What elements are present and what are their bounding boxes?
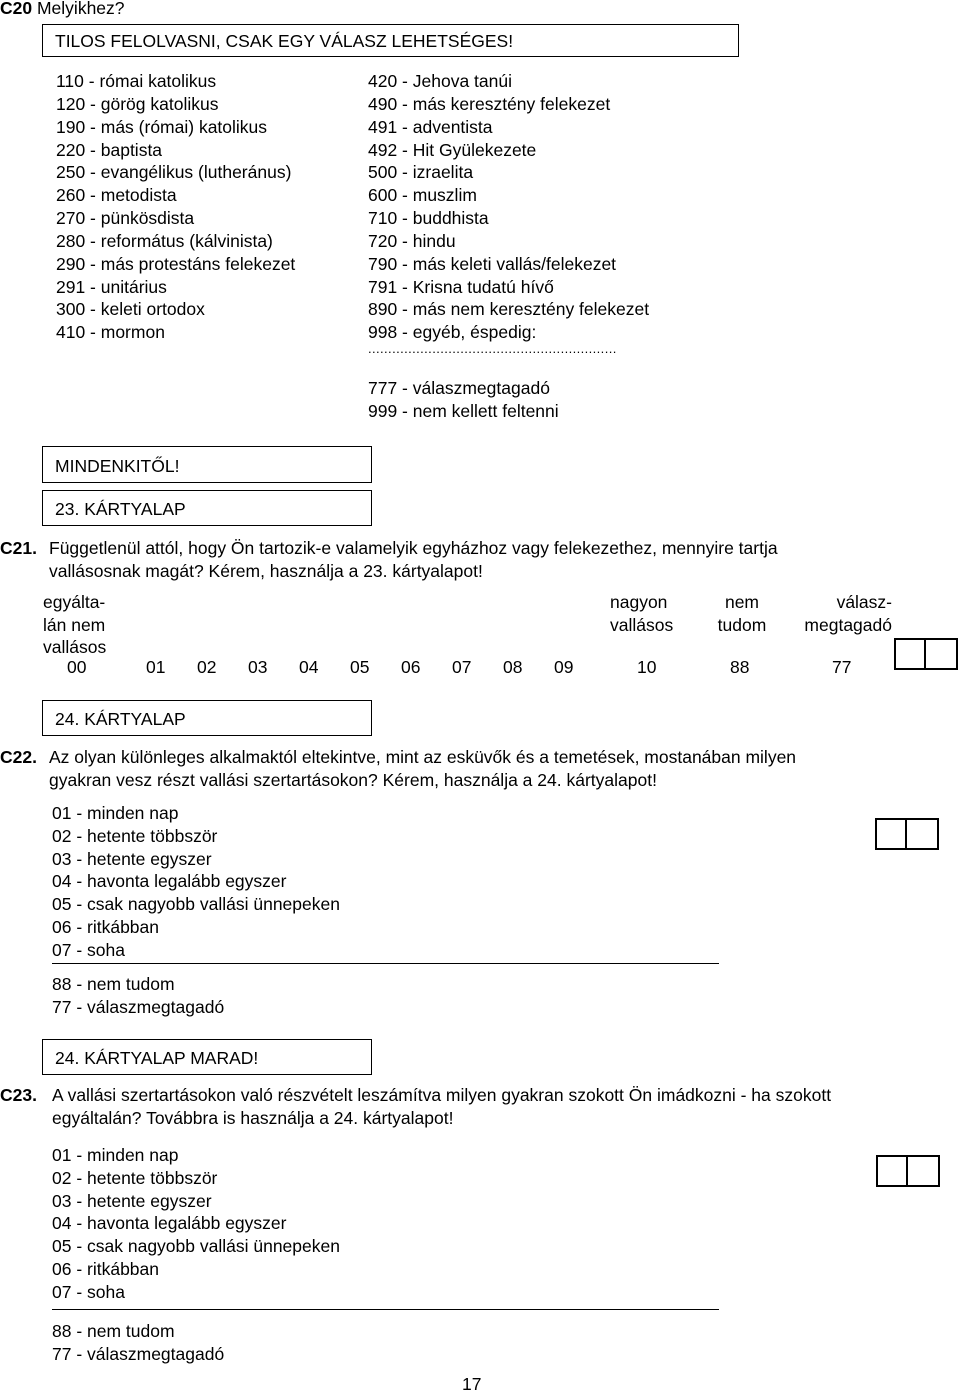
list-item: 04 - havonta legalább egyszer	[52, 871, 287, 892]
list-item: 01 - minden nap	[52, 803, 179, 823]
c20-heading	[0, 0, 125, 18]
mindenkitol-label: MINDENKITŐL!	[55, 456, 180, 476]
c20-left-options	[56, 70, 295, 344]
list-item: 06 - ritkábban	[52, 916, 160, 937]
list-item: 777 - válaszmegtagadó	[368, 378, 550, 398]
c22-number: C22.	[0, 747, 37, 767]
scale-code: 05	[350, 657, 370, 677]
answer-digit-box[interactable]	[875, 818, 907, 850]
list-item: 790 - más keleti vallás/felekezet	[368, 253, 617, 274]
list-item: 120 - görög katolikus	[56, 93, 219, 114]
c22-question-line2: gyakran vesz részt vallási szertartásokon? Kérem, használja a 24. kártyalapot!	[49, 770, 657, 790]
list-item: 500 - izraelita	[368, 162, 474, 183]
list-item: 270 - pünkösdista	[56, 208, 195, 229]
scale-label-very-religious: nagyon vallásos	[610, 592, 674, 635]
list-item: 250 - evangélikus (lutheránus)	[56, 162, 292, 183]
scale-code: 09	[554, 657, 574, 677]
list-item: 05 - csak nagyobb vallási ünnepeken	[52, 894, 340, 915]
list-item: 410 - mormon	[56, 322, 165, 343]
c23-card-label: 24. KÁRTYALAP MARAD!	[55, 1048, 259, 1068]
c21-card-label: 23. KÁRTYALAP	[55, 499, 186, 519]
list-item: 491 - adventista	[368, 116, 493, 137]
c23-answer-boxes[interactable]	[876, 1155, 940, 1187]
divider	[52, 1309, 719, 1310]
list-item: 280 - református (kálvinista)	[56, 230, 273, 251]
list-item: 890 - más nem keresztény felekezet	[368, 299, 650, 320]
list-item: 600 - muszlim	[368, 185, 477, 206]
list-item: 998 - egyéb, éspedig:	[368, 322, 537, 343]
scale-code: 04	[299, 657, 319, 677]
c20-right-options	[368, 70, 649, 344]
list-item: 77 - válaszmegtagadó	[52, 1343, 225, 1364]
c23-options	[52, 1144, 340, 1304]
list-item: 190 - más (római) katolikus	[56, 116, 268, 137]
scale-code: 01	[146, 657, 166, 677]
list-item: 290 - más protestáns felekezet	[56, 253, 296, 274]
c23-extra-options	[52, 1320, 224, 1366]
list-item: 490 - más keresztény felekezet	[368, 93, 611, 114]
c22-options	[52, 802, 340, 962]
c23-question-line2: egyáltalán? Továbbra is használja a 24. kártyalapot!	[52, 1108, 454, 1128]
page-number: 17	[462, 1374, 482, 1394]
list-item: 01 - minden nap	[52, 1145, 179, 1165]
c22-question-line1: Az olyan különleges alkalmaktól eltekintve, mint az esküvők és a temetések, mostanában milyen	[49, 747, 797, 767]
list-item: 88 - nem tudom	[52, 974, 175, 994]
list-item: 03 - hetente egyszer	[52, 848, 212, 869]
list-item: 02 - hetente többször	[52, 1167, 218, 1188]
list-item: 04 - havonta legalább egyszer	[52, 1213, 287, 1234]
scale-code: 06	[401, 657, 421, 677]
list-item: 420 - Jehova tanúi	[368, 71, 512, 91]
list-item: 300 - keleti ortodox	[56, 299, 205, 320]
c23-number: C23.	[0, 1085, 37, 1105]
scale-code: 07	[452, 657, 472, 677]
list-item: 03 - hetente egyszer	[52, 1190, 212, 1211]
answer-digit-box[interactable]	[907, 818, 939, 850]
c21-answer-boxes[interactable]	[894, 638, 958, 670]
list-item: 110 - római katolikus	[56, 71, 217, 91]
list-item: 07 - soha	[52, 939, 125, 960]
scale-code: 02	[197, 657, 217, 677]
c23-card-box	[42, 1039, 372, 1075]
scale-code: 00	[67, 657, 87, 677]
list-item: 492 - Hit Gyülekezete	[368, 139, 537, 160]
c20-instruction: TILOS FELOLVASNI, CSAK EGY VÁLASZ LEHETSÉGES!	[55, 31, 514, 51]
list-item: 220 - baptista	[56, 139, 163, 160]
c21-question-line2: vallásosnak magát? Kérem, használja a 23. kártyalapot!	[49, 561, 483, 581]
c22-extra-options	[52, 973, 224, 1019]
answer-digit-box[interactable]	[894, 638, 926, 670]
scale-code: 77	[832, 657, 852, 677]
c20-dots-fill-line: ..............................................................	[368, 341, 617, 356]
list-item: 88 - nem tudom	[52, 1321, 175, 1341]
list-item: 77 - válaszmegtagadó	[52, 996, 225, 1017]
answer-digit-box[interactable]	[926, 638, 958, 670]
answer-digit-box[interactable]	[876, 1155, 908, 1187]
list-item: 720 - hindu	[368, 230, 456, 251]
list-item: 06 - ritkábban	[52, 1258, 160, 1279]
list-item: 02 - hetente többször	[52, 825, 218, 846]
scale-label-not-religious: egyálta- lán nem vallásos	[43, 592, 107, 657]
c21-question-line1: Függetlenül attól, hogy Ön tartozik-e valamelyik egyházhoz vagy felekezethez, mennyire tartja	[49, 538, 778, 558]
list-item: 07 - soha	[52, 1281, 125, 1302]
c22-card-box	[42, 700, 372, 736]
list-item: 05 - csak nagyobb vallási ünnepeken	[52, 1236, 340, 1257]
divider	[52, 963, 719, 964]
mindenkitol-box	[42, 446, 372, 483]
c20-number: C20	[0, 0, 33, 18]
scale-code: 03	[248, 657, 268, 677]
c20-extra-options	[368, 377, 559, 423]
c22-answer-boxes[interactable]	[875, 818, 939, 850]
c23-question-line1: A vallási szertartásokon való részvételt leszámítva milyen gyakran szokott Ön imádkozni - ha szokott	[52, 1085, 832, 1105]
answer-digit-box[interactable]	[908, 1155, 940, 1187]
list-item: 999 - nem kellett feltenni	[368, 401, 559, 421]
c22-card-label: 24. KÁRTYALAP	[55, 709, 186, 729]
scale-code: 08	[503, 657, 523, 677]
list-item: 260 - metodista	[56, 185, 177, 206]
scale-code: 10	[637, 657, 657, 677]
list-item: 291 - unitárius	[56, 276, 167, 297]
instruction-box	[42, 24, 739, 57]
scale-code: 88	[730, 657, 750, 677]
scale-label-refused: válasz- megtagadó	[804, 592, 892, 635]
c20-question: Melyikhez?	[36, 0, 125, 18]
list-item: 710 - buddhista	[368, 208, 489, 229]
scale-label-dont-know: nem tudom	[717, 592, 767, 635]
c21-number: C21.	[0, 538, 37, 558]
c21-card-box	[42, 490, 372, 526]
list-item: 791 - Krisna tudatú hívő	[368, 276, 554, 297]
